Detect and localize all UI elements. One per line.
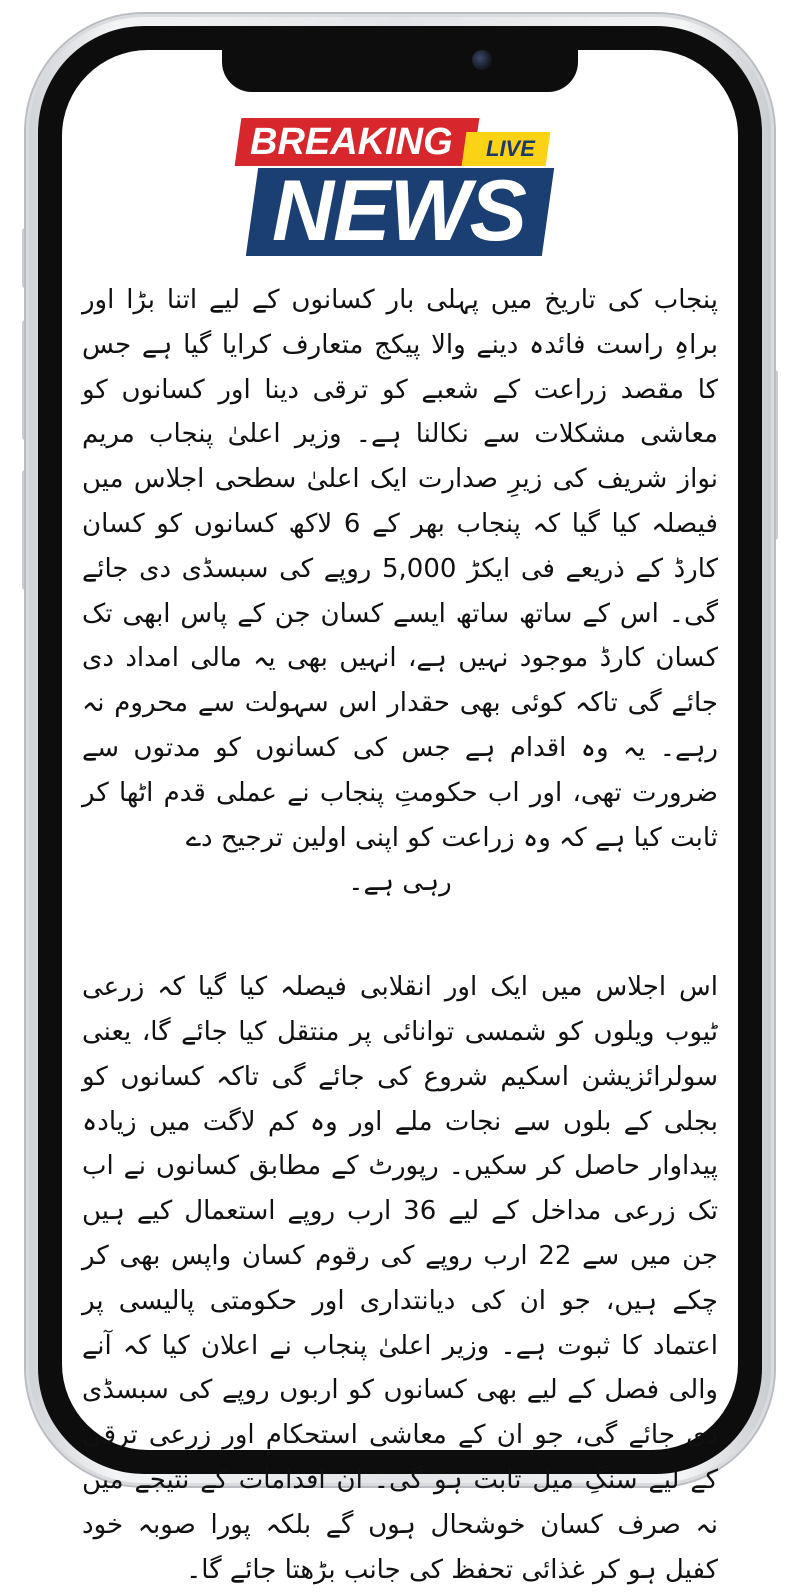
camera-icon (472, 50, 492, 70)
logo-live-text: LIVE (486, 136, 535, 161)
article-paragraph-1: پنجاب کی تاریخ میں پہلی بار کسانوں کے لیے اتنا بڑا اور براہِ راست فائدہ دینے والا پیکج متعارف کرایا گیا ہے جس کا مقصد زراعت کے شعبے کو ترقی دینا اور کسانوں کو معاشی مشکلات سے نکالنا ہے۔ وزیر اعلیٰ پنجاب مریم نواز شریف کی زیرِ صدارت ایک اعلیٰ سطحی اجلاس میں فیصلہ کیا گیا کہ پنجاب بھر کے 6 لاکھ کسانوں کو کسان کارڈ کے ذریعے فی ایکڑ 5,000 روپے کی سبسڈی دی جائے گی۔ اس کے ساتھ ساتھ ایسے کسان جن کے پاس ابھی تک کسان کارڈ موجود نہیں ہے، انہیں بھی یہ مالی امداد دی جائے گی تاکہ کوئی بھی حقدار اس سہولت سے محروم نہ رہے۔ یہ وہ اقدام ہے جس کی کسانوں کو مدتوں سے ضرورت تھی، اور اب حکومتِ پنجاب نے عملی قدم اٹھا کر ثابت کیا ہے کہ وہ زراعت کو اپنی اولین ترجیح دے (82, 285, 719, 853)
logo-news-text: NEWS (272, 163, 526, 259)
article-paragraph-1-tail: رہی ہے۔ (348, 867, 452, 898)
breaking-news-logo (238, 118, 558, 258)
article-body (82, 278, 718, 1592)
logo-breaking-text: BREAKING (250, 121, 453, 163)
article-paragraph-2: اس اجلاس میں ایک اور انقلابی فیصلہ کیا گیا کہ زرعی ٹیوب ویلوں کو شمسی توانائی پر منتقل کیا جائے گا، یعنی سولرائزیشن اسکیم شروع کی جائے گی تاکہ کسانوں کو بجلی کے بلوں سے نجات ملے اور وہ کم لاگت میں زیادہ پیداوار حاصل کر سکیں۔ رپورٹ کے مطابق کسانوں نے اب تک زرعی مداخل کے لیے 36 ارب روپے استعمال کیے ہیں جن میں سے 22 ارب روپے کی رقوم کسان واپس بھی کر چکے ہیں، جو ان کی دیانتداری اور حکومتی پالیسی پر اعتماد کا ثبوت ہے۔ وزیر اعلیٰ پنجاب نے اعلان کیا کہ آنے والی فصل کے لیے بھی کسانوں کو اربوں روپے کی سبسڈی دی جائے گی، جو ان کے معاشی استحکام اور زرعی ترقی کے لیے سنگِ میل ثابت ہو گی۔ ان اقدامات کے نتیجے میں نہ صرف کسان خوشحال ہوں گے بلکہ پورا صوبہ خود کفیل ہو کر غذائی تحفظ کی جانب بڑھتا جائے گا۔ (82, 972, 718, 1585)
notch (222, 48, 578, 92)
